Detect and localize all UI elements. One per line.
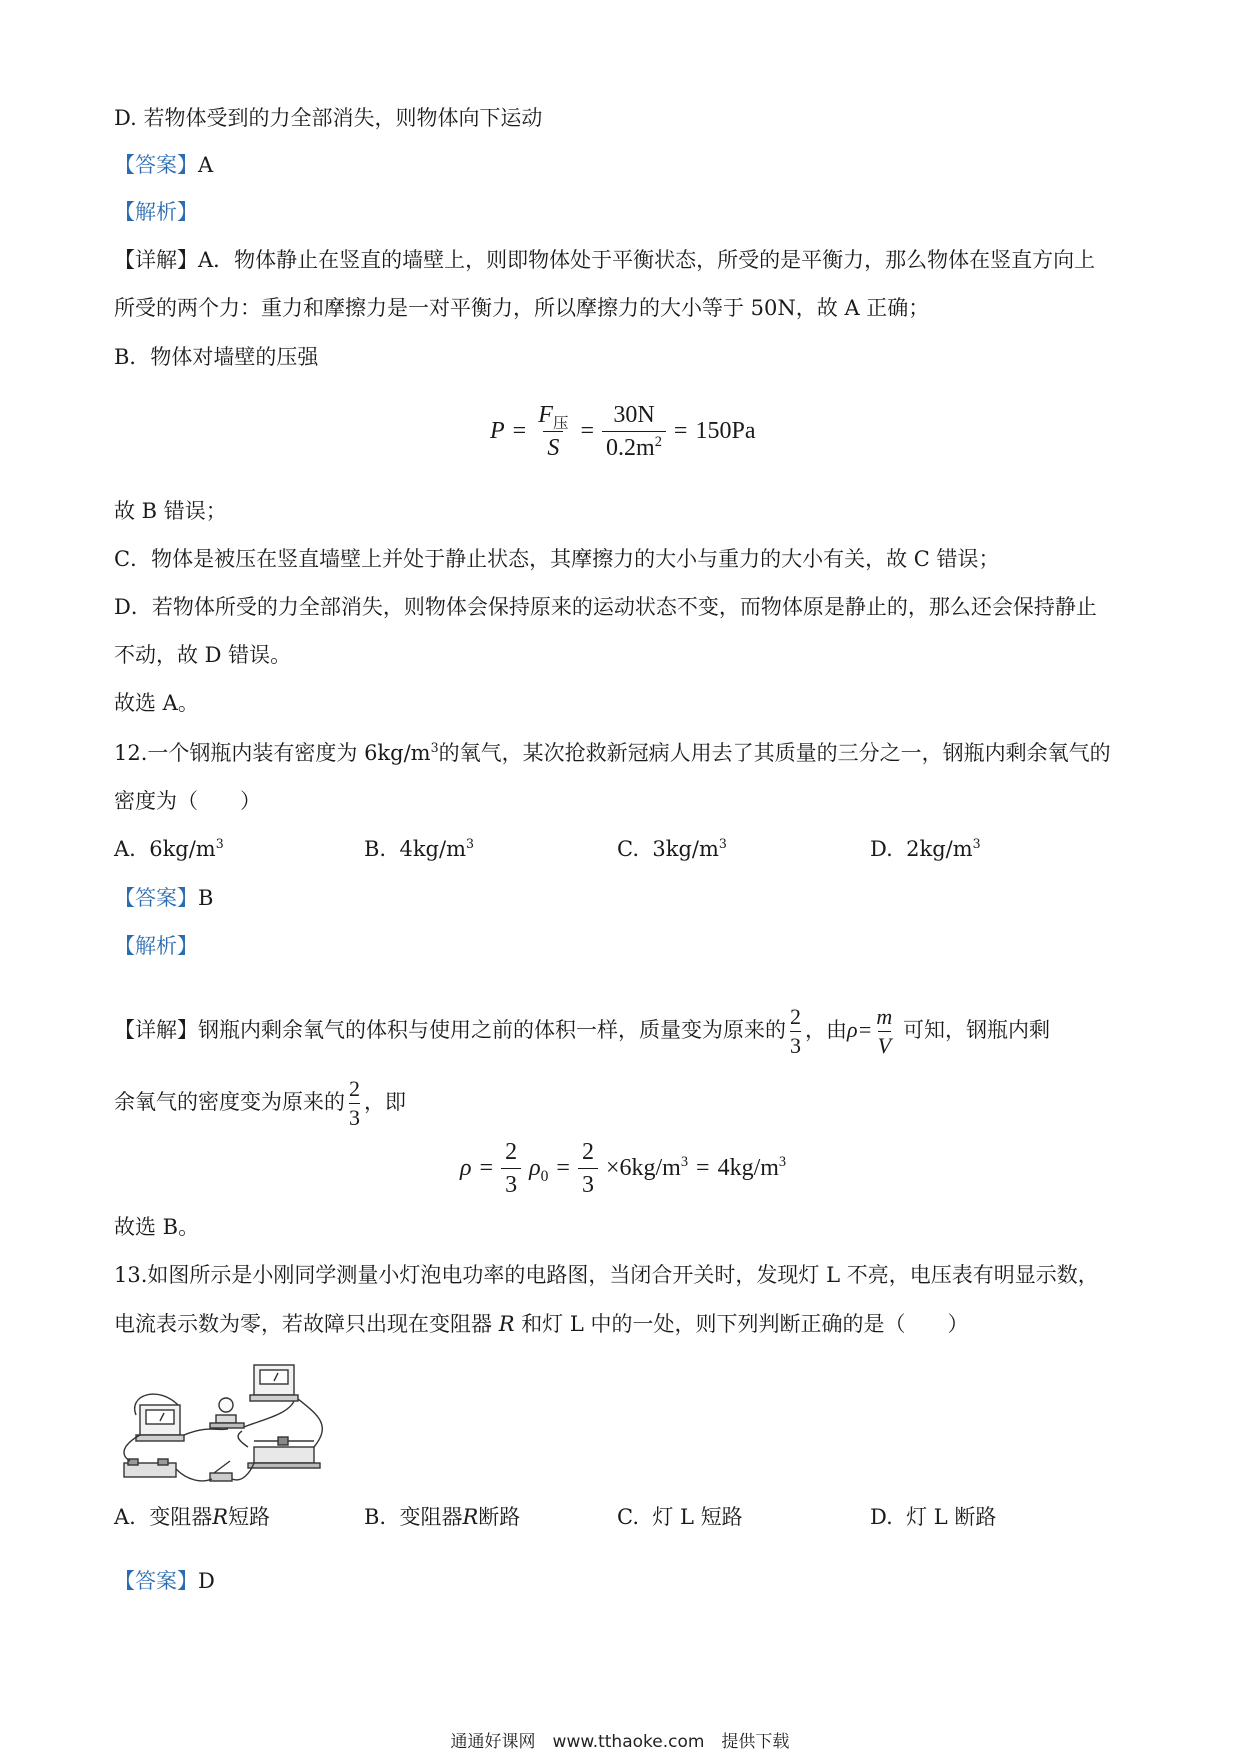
formula-f: F (538, 402, 553, 428)
cube-sup: 3 (718, 836, 727, 851)
q12-option-d[interactable] (870, 834, 981, 864)
option-text: 短路 (228, 1505, 271, 1529)
answer-value: D (198, 1569, 215, 1593)
q11-answer (114, 150, 213, 180)
option-label: B. (364, 837, 387, 861)
q11-detail-d-line1: D．若物体所受的力全部消失，则物体会保持原来的运动状态不变，而物体原是静止的，那么还会保持静止 (114, 595, 1097, 619)
rho-symbol: ρ (460, 1155, 472, 1181)
q13-option-b[interactable] (364, 1502, 520, 1532)
cube-sup: 3 (215, 836, 224, 851)
detail-text: 钢瓶内剩余氧气的体积与使用之前的体积一样，质量变为原来的 (198, 1018, 786, 1042)
circuit-diagram (118, 1355, 348, 1495)
option-label: A. (114, 1505, 136, 1529)
frac-num: 2 (790, 1004, 801, 1029)
pressure-formula (490, 403, 755, 460)
option-text: 断路 (478, 1505, 521, 1529)
option-value: 4kg/m (399, 837, 466, 861)
option-text: 灯 L 断路 (906, 1505, 997, 1529)
analysis-tag: 【解析】 (114, 934, 198, 958)
option-label: C. (617, 837, 639, 861)
equals-sign: = (512, 418, 527, 444)
two-thirds-fraction (578, 1140, 598, 1197)
frac-den: 3 (790, 1033, 801, 1058)
volume-symbol: V (877, 1033, 892, 1058)
q12-option-a[interactable] (114, 834, 224, 864)
analysis-tag: 【解析】 (114, 200, 198, 224)
formula-numerator: 30N (613, 402, 655, 428)
density-formula (460, 1140, 786, 1197)
q12-option-b[interactable] (364, 834, 474, 864)
formula-f-sub: 压 (552, 414, 569, 432)
q12-stem-line2: 密度为（ ） (114, 789, 261, 813)
q12-option-c[interactable] (617, 834, 727, 864)
switch-icon (210, 1473, 232, 1481)
q11-detail-a-line1 (114, 245, 1095, 275)
cube-sup: 3 (466, 836, 475, 851)
answer-tag: 【答案】 (114, 1569, 198, 1593)
q13-option-d[interactable] (870, 1502, 996, 1532)
q11-option-d: D. 若物体受到的力全部消失，则物体向下运动 (114, 106, 543, 130)
result-value: 4kg/m (717, 1155, 779, 1181)
q11-detail-b: B．物体对墙壁的压强 (114, 345, 319, 369)
answer-tag: 【答案】 (114, 886, 198, 910)
option-label: D. (870, 837, 893, 861)
cube-sup: 3 (778, 1154, 787, 1170)
equals-sign: = (696, 1155, 710, 1181)
two-thirds-fraction (790, 1006, 801, 1057)
rho-zero-sub: 0 (540, 1167, 549, 1185)
option-value: 3kg/m (652, 837, 719, 861)
rho-symbol: ρ= (847, 1017, 873, 1042)
q13-stem-line1: 13.如图所示是小刚同学测量小灯泡电功率的电路图，当闭合开关时，发现灯 L 不亮，电压表有明显示数， (114, 1263, 1099, 1287)
formula-s: S (543, 431, 563, 460)
density-fraction (876, 1006, 892, 1057)
detail-tag: 【详解】 (114, 248, 198, 272)
frac-num: 2 (581, 1139, 594, 1165)
q12-answer (114, 883, 213, 913)
answer-value: B (198, 886, 214, 910)
stem-text: 的氧气，某次抢救新冠病人用去了其质量的三分之一，钢瓶内剩余氧气的 (438, 741, 1111, 765)
q12-detail-line1 (114, 1000, 1050, 1060)
q12-choose: 故选 B。 (114, 1215, 200, 1239)
formula-p: P (490, 418, 505, 444)
q13-option-a[interactable] (114, 1502, 270, 1532)
equals-sign: = (673, 418, 688, 444)
detail-text: ，即 (364, 1090, 406, 1114)
detail-tag: 【详解】 (114, 1018, 198, 1042)
two-thirds-fraction (349, 1078, 360, 1129)
frac-den: 3 (578, 1168, 598, 1197)
answer-tag: 【答案】 (114, 153, 198, 177)
option-label: D. (870, 1505, 893, 1529)
rho-symbol: ρ (529, 1155, 541, 1181)
stem-text: 和灯 L 中的一处，则下列判断正确的是（ ） (521, 1312, 969, 1336)
two-thirds-fraction (501, 1140, 521, 1197)
option-text: 灯 L 短路 (652, 1505, 743, 1529)
q13-answer (114, 1566, 215, 1596)
option-text: 变阻器 (399, 1505, 463, 1529)
formula-den-sup: 2 (654, 434, 662, 450)
frac-num: 2 (349, 1076, 360, 1101)
detail-text: ，由 (805, 1018, 847, 1042)
option-label: B. (364, 1505, 387, 1529)
cube-sup: 3 (680, 1154, 689, 1170)
q12-detail-line2 (114, 1074, 406, 1130)
option-label: A. (114, 837, 136, 861)
rheostat-icon (254, 1447, 314, 1463)
detail-text: 可知，钢瓶内剩 (902, 1018, 1050, 1042)
value-fraction (602, 403, 666, 460)
q12-analysis-tag (114, 931, 198, 961)
option-value: 6kg/m (149, 837, 216, 861)
detail-text: 余氧气的密度变为原来的 (114, 1090, 345, 1114)
cube-sup: 3 (972, 836, 981, 851)
q11-detail-a-line2: 所受的两个力：重力和摩擦力是一对平衡力，所以摩擦力的大小等于 50N，故 A 正确； (114, 296, 930, 320)
equals-sign: = (580, 418, 595, 444)
q11-choose: 故选 A。 (114, 691, 199, 715)
answer-value: A (198, 153, 214, 177)
times-value: ×6kg/m (605, 1155, 681, 1181)
formula-result: 150Pa (695, 418, 756, 444)
equals-sign: = (556, 1155, 570, 1181)
option-value: 2kg/m (906, 837, 973, 861)
resistor-symbol: R (212, 1505, 229, 1529)
force-over-area (534, 403, 572, 460)
lamp-icon (219, 1398, 233, 1412)
q11-detail-d-line2: 不动，故 D 错误。 (114, 643, 292, 667)
option-label: C. (617, 1505, 639, 1529)
detail-text: A．物体静止在竖直的墙壁上，则即物体处于平衡状态，所受的是平衡力，那么物体在竖直方向上 (198, 248, 1096, 272)
stem-text: 12.一个钢瓶内装有密度为 6kg/m (114, 741, 431, 765)
frac-den: 3 (349, 1105, 360, 1130)
q12-stem-line1 (114, 738, 1111, 768)
resistor-symbol: R (498, 1312, 515, 1336)
cube-sup: 3 (430, 740, 439, 755)
frac-num: 2 (505, 1139, 518, 1165)
q13-option-c[interactable] (617, 1502, 743, 1532)
equals-sign: = (479, 1155, 494, 1181)
resistor-symbol: R (462, 1505, 479, 1529)
frac-den: 3 (501, 1168, 521, 1197)
mass-symbol: m (876, 1004, 893, 1029)
formula-denominator: 0.2m (606, 435, 655, 461)
q11-b-wrong: 故 B 错误； (114, 499, 227, 523)
q13-stem-line2 (114, 1309, 968, 1339)
stem-text: 电流表示数为零，若故障只出现在变阻器 (114, 1312, 492, 1336)
option-text: 变阻器 (149, 1505, 213, 1529)
q11-analysis-tag (114, 197, 198, 227)
q11-detail-c: C．物体是被压在竖直墙壁上并处于静止状态，其摩擦力的大小与重力的大小有关，故 C 错误； (114, 547, 1000, 571)
page-footer[interactable]: 通通好课网 www.tthaoke.com 提供下载 (450, 1732, 790, 1752)
